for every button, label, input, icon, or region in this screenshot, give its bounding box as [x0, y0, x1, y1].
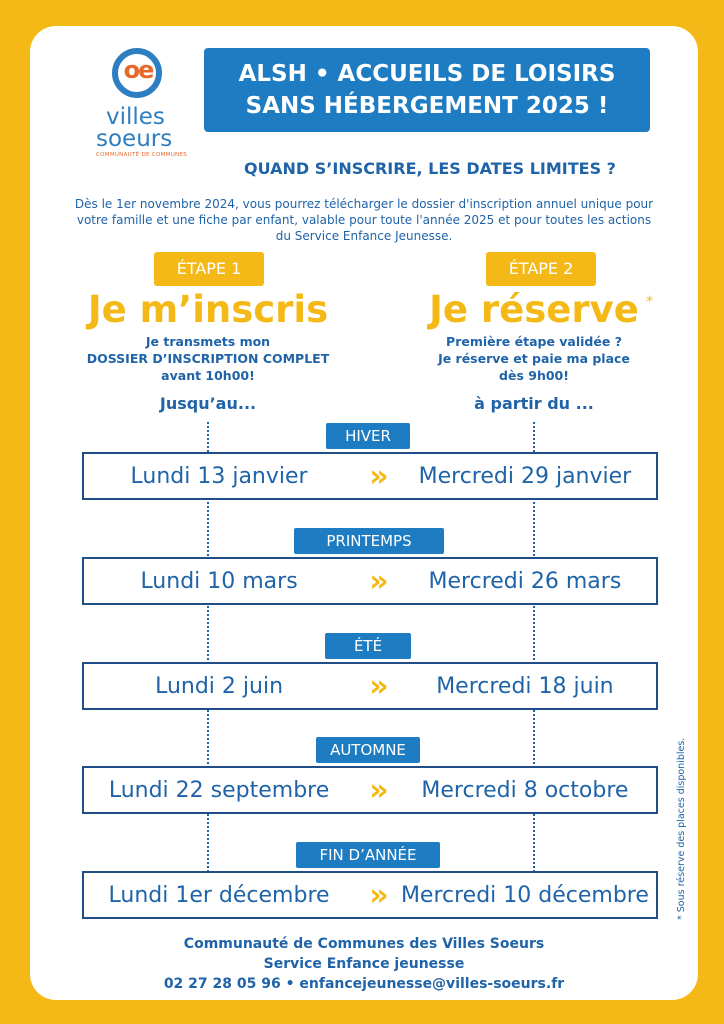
footnote-star: * — [646, 294, 653, 310]
step2-description — [400, 333, 668, 384]
double-chevron-icon: » — [369, 668, 379, 704]
date-row-hiver — [82, 452, 658, 500]
logo-text-soeurs: soeurs — [96, 126, 173, 152]
season-label-automne: AUTOMNE — [316, 737, 420, 763]
inscription-date: Lundi 22 septembre — [108, 777, 330, 803]
season-label-printemps: PRINTEMPS — [294, 528, 444, 554]
reservation-date: Mercredi 10 décembre — [400, 882, 649, 908]
step1-desc-line: avant 10h00! — [161, 368, 255, 383]
footer-org: Communauté de Communes des Villes Soeurs — [183, 936, 545, 952]
side-note-text: * Sous réserve des places disponibles. — [676, 737, 687, 920]
double-chevron-icon: » — [369, 877, 379, 913]
poster-card — [30, 26, 698, 1000]
logo-mark: oe — [123, 56, 153, 84]
step1-heading: Je m’inscris — [87, 288, 329, 331]
double-chevron-icon: » — [369, 772, 379, 808]
logo-text-cc: COMMUNAUTÉ DE COMMUNES — [96, 152, 187, 158]
step1-badge: ÉTAPE 1 — [154, 252, 264, 286]
inscription-date: Lundi 13 janvier — [130, 463, 308, 489]
date-row-automne — [82, 766, 658, 814]
double-chevron-icon: » — [369, 563, 379, 599]
season-label-hiver: HIVER — [326, 423, 410, 449]
reservation-date: Mercredi 26 mars — [428, 568, 622, 594]
step2-desc-line: dès 9h00! — [499, 368, 569, 383]
step2-heading: Je réserve — [429, 288, 639, 331]
date-row-ete — [82, 662, 658, 710]
subtitle: QUAND S’INSCRIRE, LES DATES LIMITES ? — [244, 159, 616, 178]
inscription-date: Lundi 2 juin — [155, 673, 284, 699]
step1-until: Jusqu’au... — [159, 394, 257, 413]
step2-badge: ÉTAPE 2 — [486, 252, 596, 286]
intro-text: Dès le 1er novembre 2024, vous pourrez télécharger le dossier d'inscription annuel unique pour votre famille et une fiche par enfant, valable pour toute l'année 2025 et pour toutes les actions du Service Enfance Jeunesse. — [74, 197, 654, 243]
footer-contact-line: 02 27 28 05 96 • enfancejeunesse@villes-soeurs.fr — [163, 976, 565, 992]
step1-description — [70, 333, 346, 384]
step2-desc-line: Je réserve et paie ma place — [438, 351, 630, 366]
reservation-date: Mercredi 18 juin — [436, 673, 614, 699]
double-chevron-icon: » — [369, 458, 379, 494]
villes-soeurs-logo — [84, 48, 194, 188]
side-note — [676, 700, 690, 920]
step2-from: à partir du ... — [474, 394, 594, 413]
page-title — [204, 48, 650, 132]
footer-contact — [70, 934, 658, 994]
date-row-printemps — [82, 557, 658, 605]
title-line-1: ALSH • ACCUEILS DE LOISIRS — [238, 61, 616, 87]
footer-service: Service Enfance jeunesse — [263, 956, 465, 972]
reservation-date: Mercredi 8 octobre — [421, 777, 629, 803]
reservation-date: Mercredi 29 janvier — [418, 463, 632, 489]
title-line-2: SANS HÉBERGEMENT 2025 ! — [245, 93, 609, 119]
date-row-fin-annee — [82, 871, 658, 919]
step1-desc-line: Je transmets mon — [145, 334, 271, 349]
step1-desc-line: DOSSIER D’INSCRIPTION COMPLET — [86, 351, 330, 366]
season-label-ete: ÉTÉ — [325, 633, 411, 659]
logo-text-villes: villes — [106, 104, 165, 130]
step2-desc-line: Première étape validée ? — [446, 334, 622, 349]
inscription-date: Lundi 10 mars — [140, 568, 298, 594]
inscription-date: Lundi 1er décembre — [108, 882, 330, 908]
season-label-fin-annee: FIN D’ANNÉE — [296, 842, 440, 868]
